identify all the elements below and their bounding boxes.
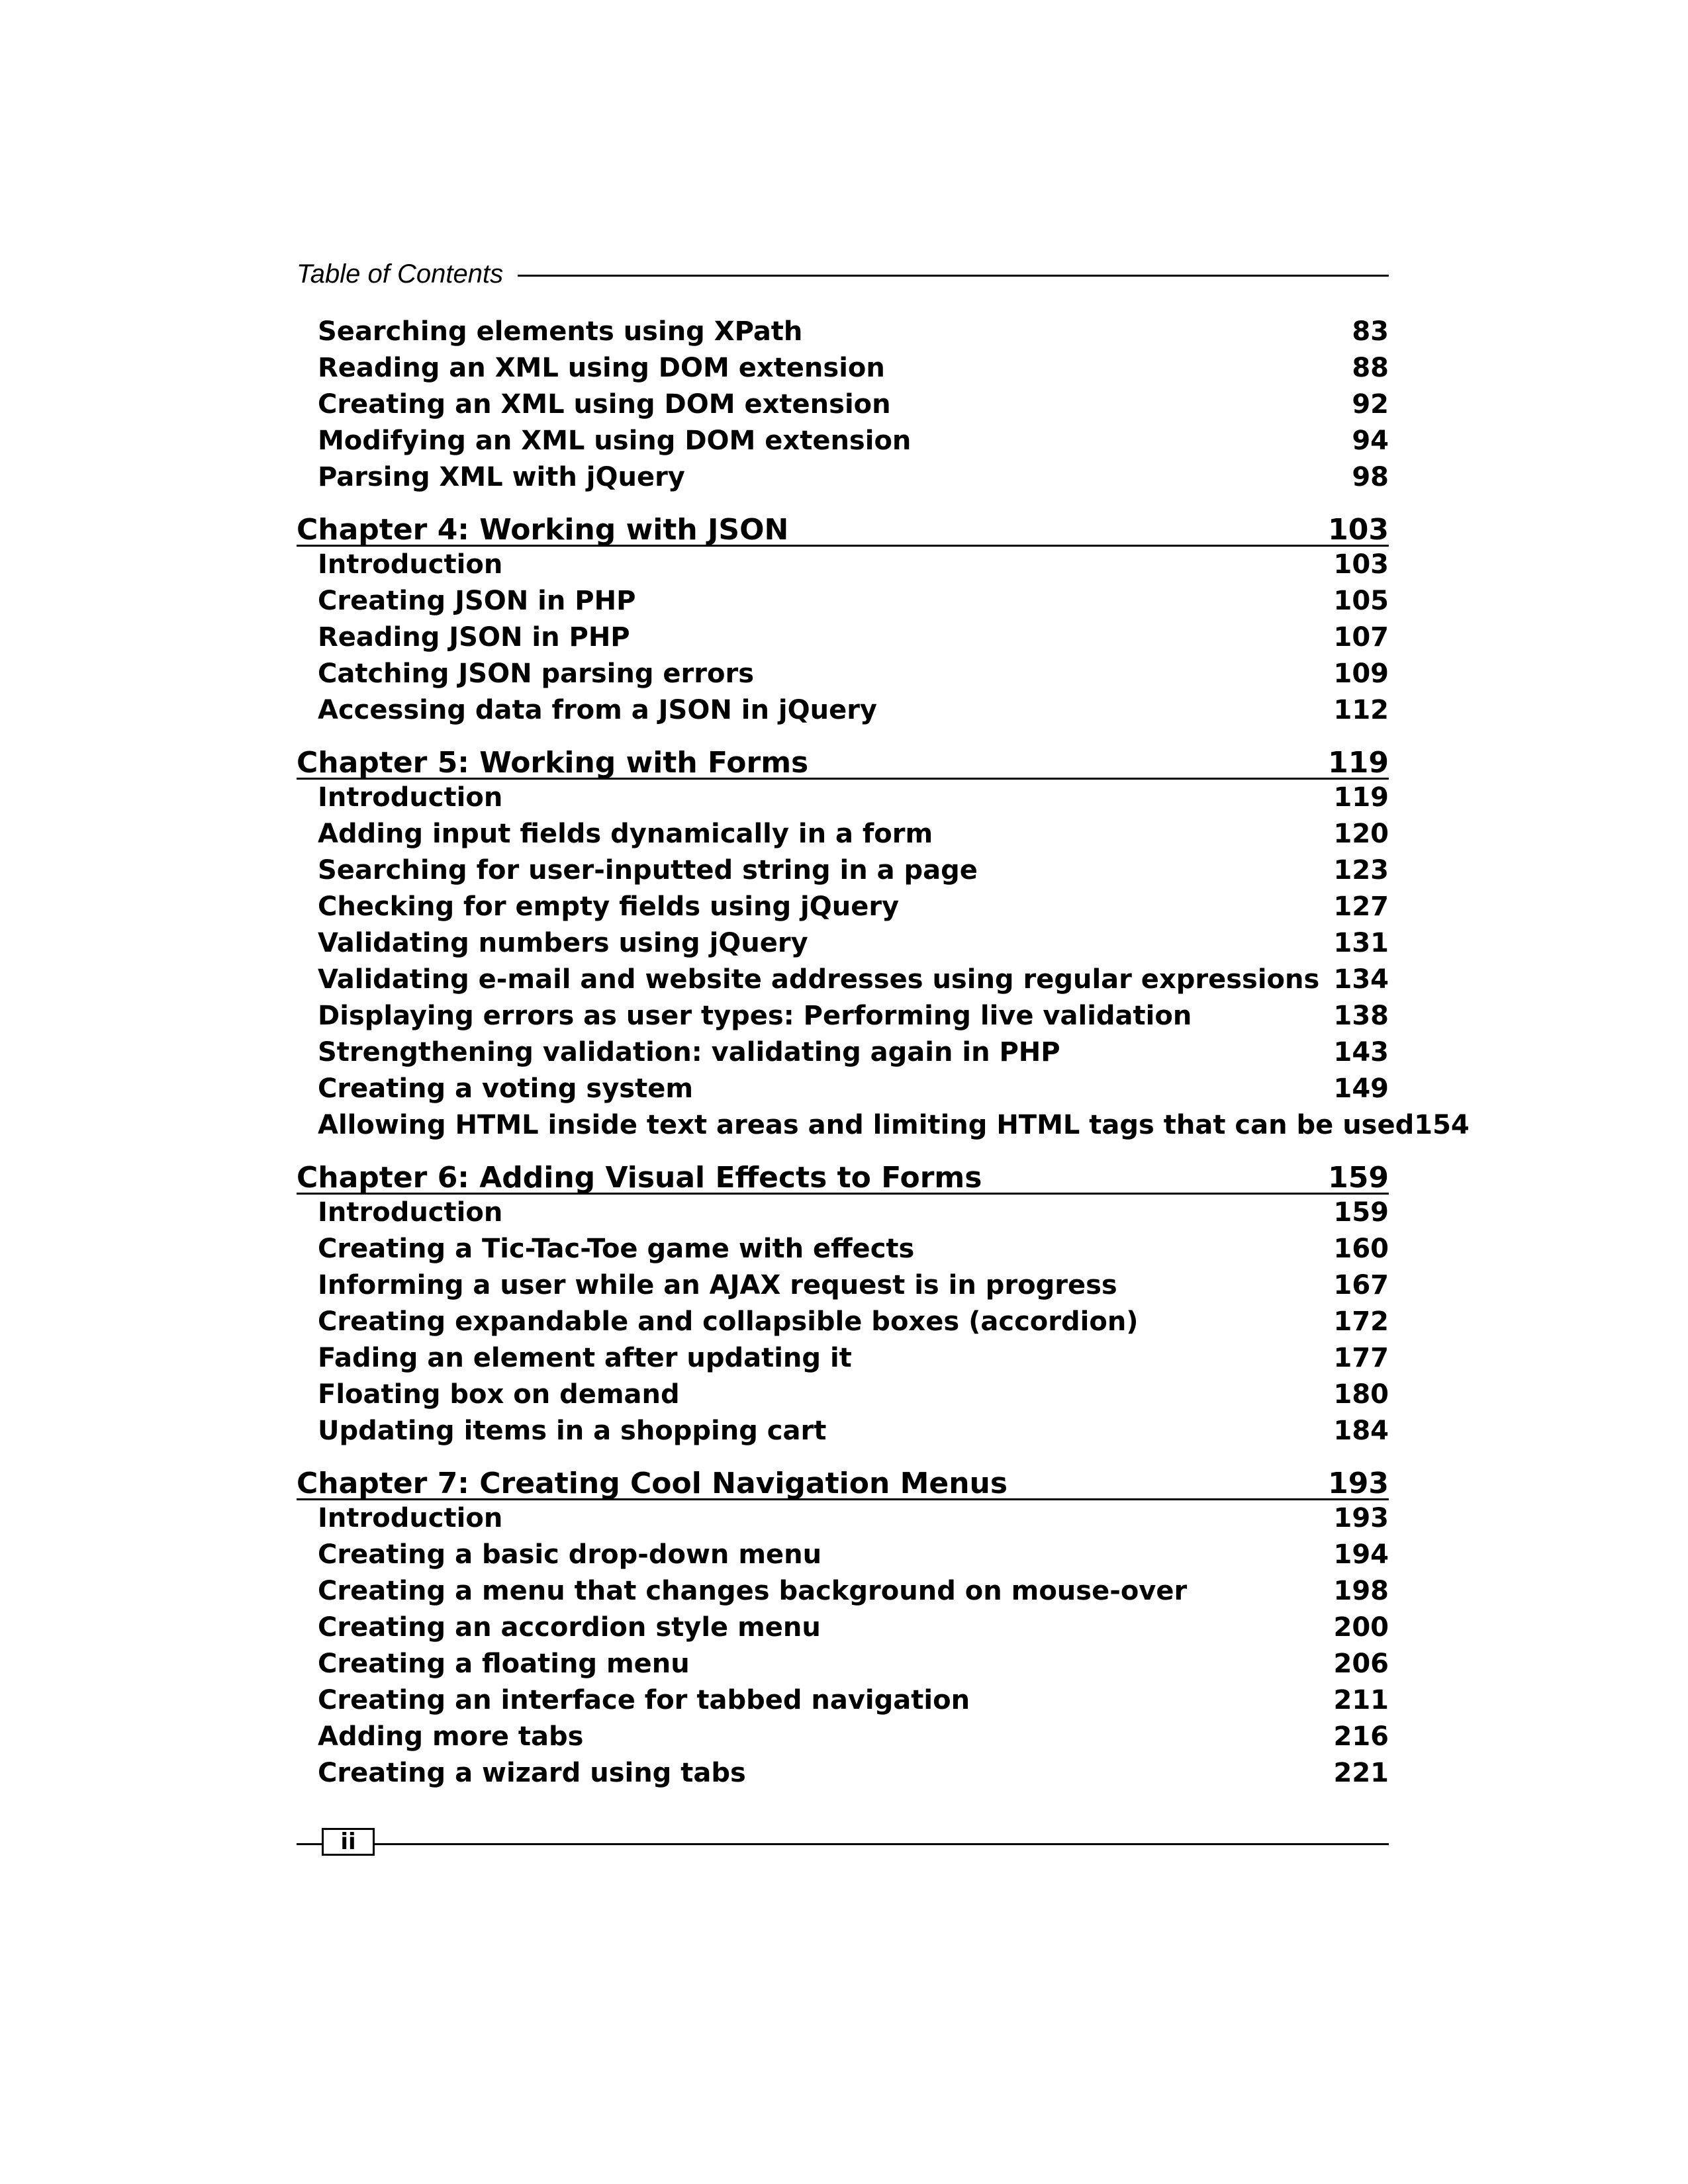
toc-entry[interactable] (297, 1576, 1389, 1612)
entry-title: Validating e-mail and website addresses using regular expressions (318, 964, 1320, 995)
entry-title: Creating an accordion style menu (318, 1612, 821, 1643)
entry-page-number: 206 (1333, 1649, 1389, 1679)
toc-entry[interactable] (297, 1197, 1389, 1234)
entry-title: Creating a menu that changes background on mouse-over (318, 1576, 1188, 1606)
chapter-title: Chapter 6: Adding Visual Effects to Forms (297, 1161, 982, 1195)
page-footer (297, 1827, 1389, 1860)
entry-title: Updating items in a shopping cart (318, 1416, 827, 1446)
toc-entry[interactable] (297, 1270, 1389, 1306)
toc-entry[interactable] (297, 622, 1389, 659)
entry-title: Introduction (318, 549, 503, 580)
entry-title: Creating a Tic-Tac-Toe game with effects (318, 1234, 915, 1264)
entry-title: Fading an element after updating it (318, 1343, 852, 1373)
entry-title: Creating a basic drop-down menu (318, 1539, 822, 1570)
entry-page-number: 221 (1333, 1758, 1389, 1788)
entry-page-number: 216 (1333, 1721, 1389, 1752)
entry-page-number: 198 (1333, 1576, 1389, 1606)
entry-page-number: 94 (1352, 426, 1389, 456)
toc-entry[interactable] (297, 695, 1389, 731)
entry-title: Searching for user-inputted string in a page (318, 855, 978, 886)
toc-entry[interactable] (297, 1379, 1389, 1416)
entry-page-number: 98 (1352, 462, 1389, 492)
entry-title: Adding input fields dynamically in a form (318, 819, 933, 849)
toc-entry[interactable] (297, 855, 1389, 891)
entry-title: Validating numbers using jQuery (318, 928, 808, 958)
entry-page-number: 180 (1333, 1379, 1389, 1410)
toc-chapter-heading[interactable] (297, 741, 1389, 780)
chapter-title: Chapter 7: Creating Cool Navigation Menus (297, 1467, 1008, 1500)
entry-title: Creating a wizard using tabs (318, 1758, 746, 1788)
entry-title: Parsing XML with jQuery (318, 462, 685, 492)
entry-page-number: 200 (1333, 1612, 1389, 1643)
entry-title: Adding more tabs (318, 1721, 584, 1752)
toc-entry[interactable] (297, 782, 1389, 819)
toc-entry[interactable] (297, 353, 1389, 389)
chapter-page-number: 193 (1328, 1467, 1389, 1500)
entry-title: Accessing data from a JSON in jQuery (318, 695, 877, 725)
chapter-title: Chapter 4: Working with JSON (297, 513, 789, 547)
toc-entry[interactable] (297, 1001, 1389, 1037)
entry-title: Creating JSON in PHP (318, 586, 636, 616)
toc-entry[interactable] (297, 1539, 1389, 1576)
entry-title: Creating a voting system (318, 1073, 694, 1104)
toc-entry[interactable] (297, 586, 1389, 622)
entry-page-number: 127 (1333, 891, 1389, 922)
toc-entry[interactable] (297, 659, 1389, 695)
toc-entry[interactable] (297, 1685, 1389, 1721)
entry-title: Creating a floating menu (318, 1649, 690, 1679)
table-of-contents (297, 316, 1470, 1794)
entry-page-number: 194 (1333, 1539, 1389, 1570)
entry-page-number: 184 (1333, 1416, 1389, 1446)
entry-page-number: 107 (1333, 622, 1389, 653)
toc-chapter-heading[interactable] (297, 1156, 1389, 1195)
entry-title: Strengthening validation: validating again in PHP (318, 1037, 1060, 1068)
page-number: ii (322, 1828, 375, 1856)
entry-page-number: 193 (1333, 1503, 1389, 1533)
chapter-page-number: 103 (1328, 513, 1389, 547)
entry-title: Creating an XML using DOM extension (318, 389, 891, 420)
entry-title: Creating an interface for tabbed navigation (318, 1685, 970, 1715)
entry-page-number: 131 (1333, 928, 1389, 958)
entry-page-number: 154 (1414, 1110, 1470, 1140)
entry-title: Informing a user while an AJAX request is in progress (318, 1270, 1117, 1300)
toc-entry[interactable] (297, 964, 1389, 1001)
entry-page-number: 138 (1333, 1001, 1389, 1031)
toc-entry[interactable] (297, 928, 1389, 964)
toc-entry[interactable] (297, 549, 1389, 586)
toc-chapter-heading[interactable] (297, 1461, 1389, 1500)
entry-page-number: 149 (1333, 1073, 1389, 1104)
chapter-page-number: 119 (1328, 746, 1389, 780)
running-header-title: Table of Contents (297, 259, 504, 289)
toc-entry[interactable] (297, 891, 1389, 928)
entry-title: Floating box on demand (318, 1379, 680, 1410)
toc-entry[interactable] (297, 1416, 1389, 1452)
entry-page-number: 105 (1333, 586, 1389, 616)
toc-entry[interactable] (297, 462, 1389, 498)
toc-entry[interactable] (297, 389, 1389, 426)
entry-title: Displaying errors as user types: Performing live validation (318, 1001, 1192, 1031)
entry-page-number: 109 (1333, 659, 1389, 689)
entry-page-number: 172 (1333, 1306, 1389, 1337)
toc-entry[interactable] (297, 1758, 1389, 1794)
footer-rule-left (297, 1843, 322, 1845)
toc-entry[interactable] (297, 1649, 1389, 1685)
entry-page-number: 160 (1333, 1234, 1389, 1264)
header-rule (518, 275, 1389, 277)
entry-page-number: 103 (1333, 549, 1389, 580)
entry-page-number: 167 (1333, 1270, 1389, 1300)
entry-title: Searching elements using XPath (318, 316, 803, 347)
toc-entry[interactable] (297, 1306, 1389, 1343)
entry-title: Reading an XML using DOM extension (318, 353, 885, 383)
chapter-title: Chapter 5: Working with Forms (297, 746, 809, 780)
entry-page-number: 159 (1333, 1197, 1389, 1228)
entry-title: Catching JSON parsing errors (318, 659, 755, 689)
entry-page-number: 120 (1333, 819, 1389, 849)
entry-title: Creating expandable and collapsible boxes (accordion) (318, 1306, 1139, 1337)
entry-page-number: 211 (1333, 1685, 1389, 1715)
entry-page-number: 83 (1352, 316, 1389, 347)
toc-entry[interactable] (297, 1037, 1389, 1073)
toc-entry[interactable] (297, 1721, 1389, 1758)
toc-entry[interactable] (297, 1073, 1389, 1110)
entry-title: Introduction (318, 1197, 503, 1228)
entry-title: Introduction (318, 1503, 503, 1533)
entry-page-number: 123 (1333, 855, 1389, 886)
running-header (297, 259, 1389, 289)
entry-title: Modifying an XML using DOM extension (318, 426, 912, 456)
entry-page-number: 92 (1352, 389, 1389, 420)
toc-chapter-heading[interactable] (297, 508, 1389, 547)
toc-entry[interactable] (297, 316, 1389, 353)
entry-title: Introduction (318, 782, 503, 813)
toc-entry[interactable] (297, 1343, 1389, 1379)
entry-title: Reading JSON in PHP (318, 622, 630, 653)
entry-title: Allowing HTML inside text areas and limiting HTML tags that can be used (318, 1110, 1415, 1140)
entry-title: Checking for empty fields using jQuery (318, 891, 900, 922)
toc-entry[interactable] (297, 426, 1389, 462)
chapter-page-number: 159 (1328, 1161, 1389, 1195)
toc-entry[interactable] (297, 1234, 1389, 1270)
entry-page-number: 134 (1333, 964, 1389, 995)
entry-page-number: 112 (1333, 695, 1389, 725)
entry-page-number: 177 (1333, 1343, 1389, 1373)
toc-entry[interactable] (297, 1612, 1389, 1649)
entry-page-number: 143 (1333, 1037, 1389, 1068)
toc-entry[interactable] (297, 1503, 1389, 1539)
toc-entry[interactable] (297, 819, 1389, 855)
entry-page-number: 88 (1352, 353, 1389, 383)
footer-rule-right (375, 1843, 1389, 1845)
toc-entry[interactable] (297, 1110, 1470, 1146)
entry-page-number: 119 (1333, 782, 1389, 813)
